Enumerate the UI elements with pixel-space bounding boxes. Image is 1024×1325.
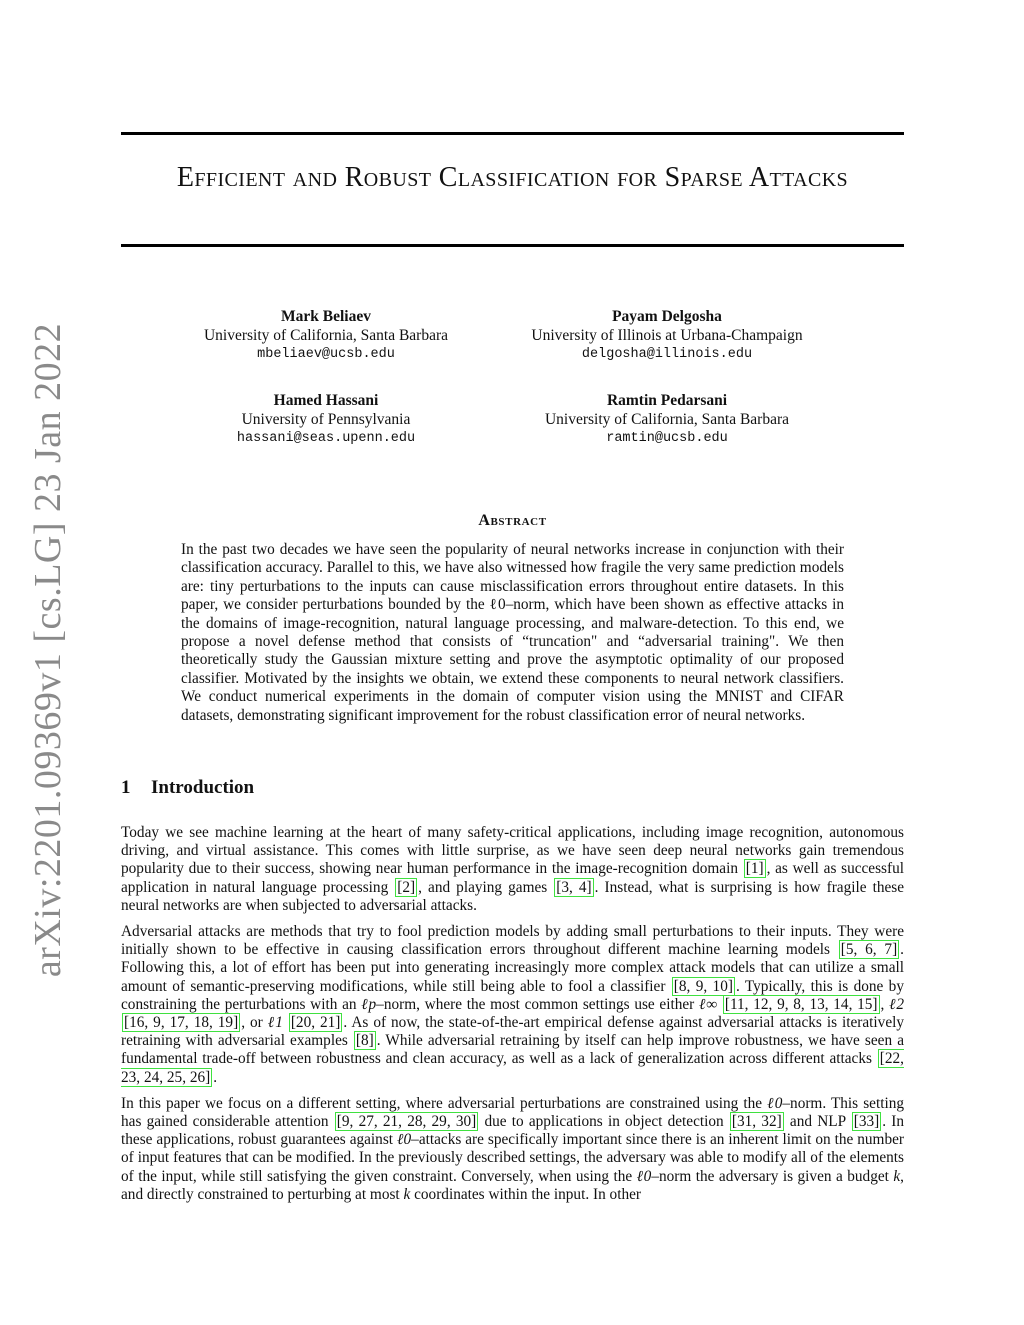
body-text-run: . Following this, a lot of effort has been put into generating increasingly more complex attack models that can utilize a small amount of semantic-preserving modifications, while still being able to fool a classifier <box>121 941 904 995</box>
citation-link[interactable]: [22, 23, 24, 25, 26] <box>121 1050 904 1086</box>
body-text-run: , as well as successful application in natural language processing <box>121 860 904 896</box>
body-text-run: –attacks are specifically important since there is an inherent limit on the number of input features that can be modified. In the previously described settings, the adversary was able to modify all of the elements of the input, while still satisfying the given constraint. Conversely, when using the <box>121 1131 904 1185</box>
author-email: mbeliaev@ucsb.edu <box>257 347 395 362</box>
abstract-heading: Abstract <box>478 512 547 529</box>
author-block <box>181 307 471 364</box>
citation-link[interactable]: [2] <box>397 878 416 896</box>
math-symbol: ℓ1 <box>267 1014 283 1032</box>
body-text-run: . As of now, the state-of-the-art empirical defense against adversarial attacks is iteratively retraining with adversarial examples <box>121 1014 905 1050</box>
author-email: hassani@seas.upenn.edu <box>236 431 416 446</box>
paragraph <box>121 824 904 915</box>
body-text-run: , and playing games <box>418 878 554 896</box>
body-text-run: . In these applications, robust guarantees against <box>121 1113 904 1149</box>
body-text-run: . Typically, this is done by constraining the perturbations with an <box>121 977 904 1013</box>
citation-link[interactable]: [11, 12, 9, 8, 13, 14, 15] <box>724 995 878 1013</box>
title-top-rule <box>121 132 904 135</box>
citation-link[interactable]: [16, 9, 17, 18, 19] <box>124 1014 239 1032</box>
math-symbol: ℓp <box>361 995 377 1013</box>
author-affiliation: University of Pennsylvania <box>241 411 411 428</box>
section-title: Introduction <box>151 777 255 798</box>
citation-link[interactable]: [5, 6, 7] <box>840 941 898 959</box>
author-name: Hamed Hassani <box>273 392 379 409</box>
citation-link[interactable]: [3, 4] <box>556 878 592 896</box>
citation-link[interactable]: [31, 32] <box>731 1113 782 1131</box>
author-name: Payam Delgosha <box>612 308 722 325</box>
math-symbol: ℓ∞ <box>698 995 718 1013</box>
author-block <box>522 307 812 364</box>
paragraph <box>121 923 904 1087</box>
body-text-run: Today we see machine learning at the heart of many safety-critical applications, including image recognition, autonomous driving, and virtual assistance. This comes with little surprise, as we have seen deep neural networks gain tremendous popularity due to their success, showing near human performance in the image-recognition domain <box>121 824 904 878</box>
citation-link[interactable]: [33] <box>853 1113 880 1131</box>
body-text-run: –norm. This setting has gained considerable attention <box>121 1094 904 1131</box>
body-text-run: coordinates within the input. In other <box>410 1185 641 1203</box>
arxiv-identifier-text: arXiv:2201.09369v1 [cs.LG] 23 Jan 2022 <box>27 322 69 978</box>
citation-link[interactable]: [8] <box>355 1032 374 1050</box>
author-affiliation: University of Illinois at Urbana-Champaign <box>531 327 803 344</box>
body-text-run: , <box>880 995 890 1013</box>
body-text-run: Adversarial attacks are methods that try to fool prediction models by adding small perturbations to their inputs. They were initially shown to be effective in causing classification errors throughout different machine learning models <box>121 923 904 959</box>
body-text-run <box>283 1014 288 1031</box>
paragraph <box>121 1095 904 1204</box>
author-email: delgosha@illinois.edu <box>581 347 753 362</box>
math-symbol: k <box>403 1185 411 1203</box>
citation-link[interactable]: [1] <box>745 860 764 878</box>
author-affiliation: University of California, Santa Barbara <box>544 411 790 428</box>
section-number: 1 <box>121 777 131 798</box>
math-symbol: k <box>893 1167 901 1185</box>
author-name: Ramtin Pedarsani <box>606 392 728 409</box>
author-affiliation: University of California, Santa Barbara <box>203 327 449 344</box>
body-text-run: , and directly constrained to perturbing at most <box>121 1167 904 1203</box>
math-symbol: ℓ0 <box>636 1167 652 1185</box>
citation-link[interactable]: [9, 27, 21, 28, 29, 30] <box>336 1113 477 1131</box>
body-text-run: In this paper we focus on a different setting, where adversarial perturbations are constrained using the <box>121 1094 768 1112</box>
citation-link[interactable]: [20, 21] <box>290 1014 341 1032</box>
body-text-run <box>717 996 722 1013</box>
citation-link[interactable]: [8, 9, 10] <box>673 977 733 995</box>
body-text-run: and NLP <box>784 1113 851 1131</box>
body-text-run: , or <box>241 1014 268 1032</box>
math-symbol: ℓ0 <box>397 1131 412 1149</box>
section-heading <box>121 777 254 799</box>
math-symbol: ℓ2 <box>889 995 904 1013</box>
title-bottom-rule <box>121 244 904 247</box>
paper-title: Efficient and Robust Classification for Sparse Attacks <box>176 162 849 193</box>
math-symbol: ℓ0 <box>767 1094 783 1112</box>
author-name: Mark Beliaev <box>281 308 371 325</box>
author-block <box>522 391 812 448</box>
body-text-run: –norm, where the most common settings use either <box>376 995 699 1013</box>
arxiv-identifier <box>27 322 69 978</box>
body-text-run: –norm the adversary is given a budget <box>651 1167 894 1185</box>
author-email: ramtin@ucsb.edu <box>606 431 728 446</box>
abstract-text: In the past two decades we have seen the popularity of neural networks increase in conjunction with their classification accuracy. Parallel to this, we have also witnessed how fragile the very same prediction models are: tiny perturbations to the inputs can cause misclassification errors throughout entire datasets. In this paper, we consider perturbations bounded by the ℓ0–norm, which have been shown as effective attacks in the domains of image-recognition, natural language processing, and malware-detection. To this end, we propose a novel defense method that consists of “truncation" and “adversarial training". We then theoretically study the Gaussian mixture setting and prove the asymptotic optimality of our proposed classifier. Motivated by the insights we obtain, we extend these components to neural network classifiers. We conduct numerical experiments in the domain of computer vision using the MNIST and CIFAR datasets, demonstrating significant improvement for the robust classification error of neural networks. <box>181 541 844 724</box>
body-text <box>121 824 904 1212</box>
author-block <box>181 391 471 448</box>
body-text-run: due to applications in object detection <box>479 1113 729 1131</box>
body-text-run: . While adversarial retraining by itself can help improve robustness, we have seen a fundamental trade-off between robustness and clean accuracy, as well as a lack of generalization across different attacks <box>121 1032 904 1068</box>
body-text-run: . <box>213 1068 218 1086</box>
body-text-run: . Instead, what is surprising is how fragile these neural networks are when subjected to adversarial attacks. <box>121 878 905 914</box>
